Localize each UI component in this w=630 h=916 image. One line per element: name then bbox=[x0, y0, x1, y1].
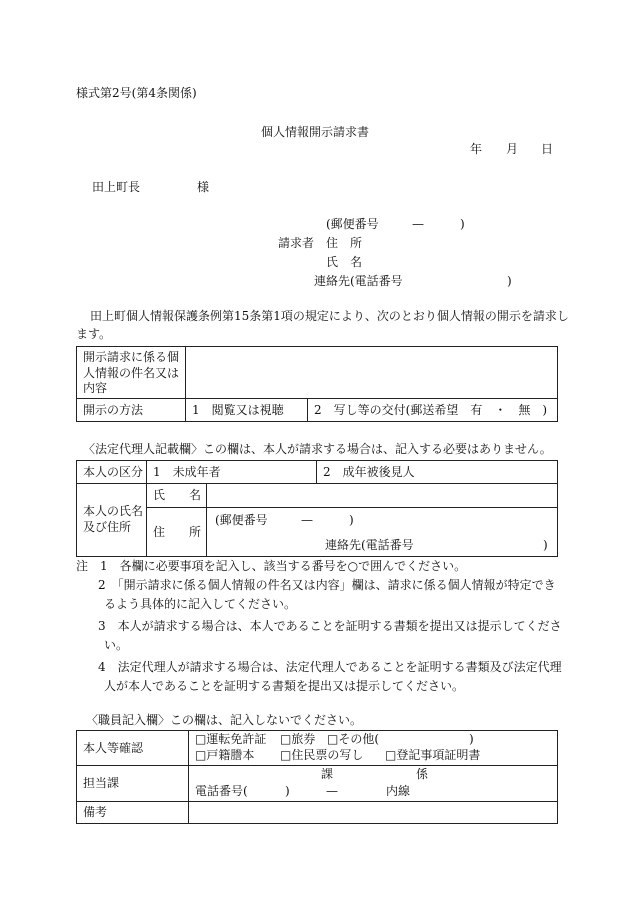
method-option-1[interactable]: 1 閲覧又は視聴 bbox=[186, 399, 308, 422]
intro-line-1: 田上町個人情報保護条例第15条第1項の規定により、次のとおり個人情報の開示を請求し bbox=[90, 309, 569, 323]
department-label: 担当課 bbox=[77, 766, 189, 802]
date-day-label: 日 bbox=[541, 142, 554, 156]
department-kakari: 係 bbox=[416, 767, 429, 781]
agent-postal-close: ) bbox=[349, 513, 354, 527]
department-ka: 課 bbox=[321, 767, 334, 781]
phone-dash: — bbox=[326, 784, 338, 798]
requester-contact-close: ) bbox=[507, 274, 512, 288]
category-option-1[interactable]: 1 未成年者 bbox=[147, 461, 317, 484]
note-4-text: 法定代理人が請求する場合は、法定代理人であることを証明する書類及び法定代理 bbox=[117, 660, 562, 674]
note-3-prefix: 3 bbox=[98, 619, 106, 633]
requester-postal-close: ) bbox=[460, 217, 465, 231]
check-other[interactable]: □その他( bbox=[327, 732, 380, 746]
identity-name-value[interactable] bbox=[207, 484, 558, 508]
requester-address-label: 住 所 bbox=[326, 236, 363, 250]
check-family-register[interactable]: □戸籍謄本 bbox=[195, 748, 255, 762]
form-number: 様式第2号(第4条関係) bbox=[76, 86, 197, 100]
requester-contact-label: 連絡先(電話番号 bbox=[314, 274, 403, 288]
phone-label: 電話番号( bbox=[195, 784, 248, 798]
check-registry-certificate[interactable]: □登記事項証明書 bbox=[385, 748, 481, 762]
subject-label: 開示請求に係る個人情報の件名又は内容 bbox=[77, 347, 186, 399]
category-label: 本人の区分 bbox=[77, 461, 147, 484]
remarks-label: 備考 bbox=[77, 802, 189, 824]
note-4 bbox=[76, 658, 596, 677]
note-2-prefix: 2 bbox=[98, 578, 106, 592]
agent-contact-close: ) bbox=[543, 538, 548, 552]
requester-label: 請求者 bbox=[278, 236, 315, 250]
category-option-2[interactable]: 2 成年被後見人 bbox=[317, 461, 558, 484]
agent-section-heading: 〈法定代理人記載欄〉この欄は、本人が請求する場合は、記入する必要はありません。 bbox=[83, 442, 552, 456]
request-table bbox=[76, 346, 558, 422]
agent-postal-label: (郵便番号 bbox=[215, 513, 268, 527]
method-option-2[interactable]: 2 写し等の交付(郵送希望 有 ・ 無 ) bbox=[308, 399, 558, 422]
note-3-text: 本人が請求する場合は、本人であることを証明する書類を提出又は提示してくださ bbox=[117, 619, 562, 633]
remarks-value[interactable] bbox=[189, 802, 558, 824]
verification-label: 本人等確認 bbox=[77, 731, 189, 766]
verification-checks bbox=[189, 731, 558, 766]
date-year-label: 年 bbox=[470, 142, 483, 156]
intro-line-2: ます。 bbox=[76, 327, 112, 341]
note-3 bbox=[76, 617, 596, 636]
addressee-honorific: 様 bbox=[197, 180, 210, 194]
requester-name-label: 氏 名 bbox=[326, 255, 363, 269]
agent-table bbox=[76, 460, 558, 557]
staff-table bbox=[76, 730, 558, 824]
agent-contact-label: 連絡先(電話番号 bbox=[325, 538, 414, 552]
staff-section-heading: 〈職員記入欄〉この欄は、記入しないでください。 bbox=[86, 713, 363, 727]
note-4-prefix: 4 bbox=[98, 660, 106, 674]
extension-label: 内線 bbox=[386, 784, 411, 798]
identity-label: 本人の氏名及び住所 bbox=[77, 484, 147, 557]
date-month-label: 月 bbox=[506, 142, 519, 156]
check-other-close: ) bbox=[469, 732, 474, 746]
page-title: 個人情報開示請求書 bbox=[261, 125, 370, 139]
check-passport[interactable]: □旅券 bbox=[280, 732, 316, 746]
identity-address-value[interactable] bbox=[207, 508, 558, 557]
agent-postal-dash: — bbox=[301, 513, 313, 527]
note-3-cont: い。 bbox=[104, 638, 129, 652]
subject-value[interactable] bbox=[186, 347, 558, 399]
note-1 bbox=[76, 557, 596, 576]
identity-name-label: 氏 名 bbox=[147, 484, 207, 508]
check-drivers-license[interactable]: □運転免許証 bbox=[195, 732, 267, 746]
identity-address-label: 住 所 bbox=[147, 508, 207, 557]
note-2-cont: るよう具体的に記入してください。 bbox=[104, 597, 297, 611]
note-1-text: 各欄に必要事項を記入し、該当する番号を○で囲んでください。 bbox=[119, 559, 467, 573]
department-value bbox=[189, 766, 558, 802]
note-4-cont: 人が本人であることを証明する書類を提出又は提示してください。 bbox=[104, 679, 465, 693]
phone-close: ) bbox=[285, 784, 290, 798]
check-resident-record[interactable]: □住民票の写し bbox=[280, 748, 364, 762]
addressee-name: 田上町長 bbox=[92, 180, 141, 194]
method-label: 開示の方法 bbox=[77, 399, 186, 422]
note-2-text: 「開示請求に係る個人情報の件名又は内容」欄は、請求に係る個人情報が特定でき bbox=[117, 578, 556, 592]
note-1-prefix: 注 1 bbox=[76, 559, 108, 573]
requester-postal-label: (郵便番号 bbox=[326, 217, 379, 231]
note-2 bbox=[76, 576, 596, 595]
notes bbox=[76, 557, 596, 696]
requester-postal-dash: — bbox=[412, 217, 424, 231]
